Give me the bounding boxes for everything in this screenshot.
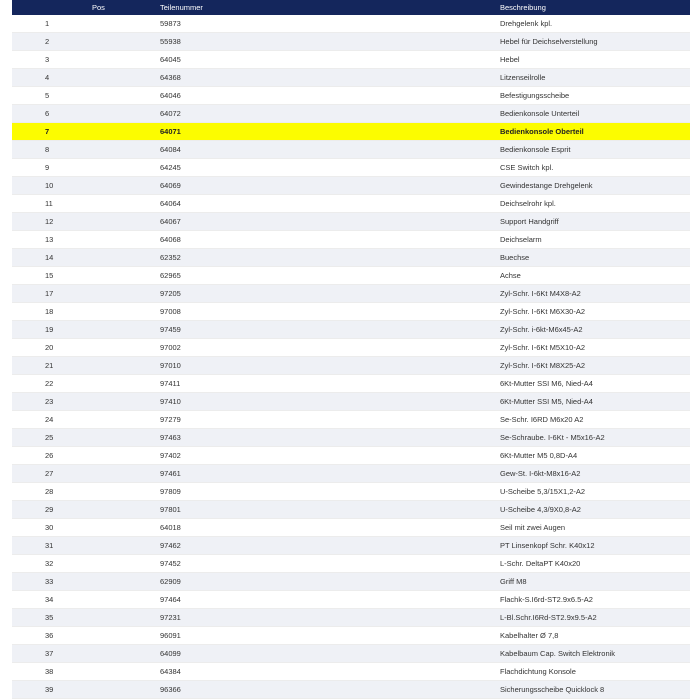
cell-pos: 34 [12, 591, 160, 609]
cell-description: Kabelbaum Cap. Switch Elektronik [500, 645, 690, 663]
parts-table [12, 0, 690, 699]
table-row[interactable] [12, 627, 690, 645]
cell-pos: 20 [12, 339, 160, 357]
cell-description: Se-Schraube. I-6Kt - M5x16-A2 [500, 429, 690, 447]
cell-part-number: 64084 [160, 141, 500, 159]
table-row[interactable] [12, 555, 690, 573]
cell-description: Se-Schr. I6RD M6x20 A2 [500, 411, 690, 429]
cell-description: Gew-St. I-6kt-M8x16-A2 [500, 465, 690, 483]
cell-part-number: 64046 [160, 87, 500, 105]
header-pos[interactable]: Pos [12, 0, 160, 15]
cell-part-number: 97809 [160, 483, 500, 501]
cell-pos: 39 [12, 681, 160, 699]
cell-part-number: 64071 [160, 123, 500, 141]
cell-description: Zyl-Schr. I-6Kt M6X30-A2 [500, 303, 690, 321]
cell-part-number: 59873 [160, 15, 500, 33]
cell-description: Litzenseilrolle [500, 69, 690, 87]
table-body [12, 15, 690, 699]
cell-part-number: 64068 [160, 231, 500, 249]
cell-pos: 27 [12, 465, 160, 483]
table-row[interactable] [12, 339, 690, 357]
cell-pos: 25 [12, 429, 160, 447]
cell-part-number: 97410 [160, 393, 500, 411]
cell-part-number: 97462 [160, 537, 500, 555]
cell-pos: 10 [12, 177, 160, 195]
cell-part-number: 97010 [160, 357, 500, 375]
table-row[interactable] [12, 375, 690, 393]
table-row[interactable] [12, 537, 690, 555]
cell-pos: 9 [12, 159, 160, 177]
cell-description: Befestigungsscheibe [500, 87, 690, 105]
cell-description: Seil mit zwei Augen [500, 519, 690, 537]
cell-description: Griff M8 [500, 573, 690, 591]
cell-description: Hebel für Deichselverstellung [500, 33, 690, 51]
cell-part-number: 97205 [160, 285, 500, 303]
cell-pos: 38 [12, 663, 160, 681]
cell-part-number: 97402 [160, 447, 500, 465]
cell-description: Drehgelenk kpl. [500, 15, 690, 33]
cell-description: Sicherungsscheibe Quicklock 8 [500, 681, 690, 699]
cell-pos: 28 [12, 483, 160, 501]
cell-part-number: 55938 [160, 33, 500, 51]
cell-part-number: 97279 [160, 411, 500, 429]
cell-part-number: 96366 [160, 681, 500, 699]
cell-pos: 35 [12, 609, 160, 627]
cell-description: Zyl-Schr. i-6kt-M6x45-A2 [500, 321, 690, 339]
cell-pos: 21 [12, 357, 160, 375]
cell-part-number: 97461 [160, 465, 500, 483]
cell-description: Zyl-Schr. I-6Kt M5X10-A2 [500, 339, 690, 357]
table-row[interactable] [12, 231, 690, 249]
cell-description: Zyl-Schr. I-6Kt M8X25-A2 [500, 357, 690, 375]
cell-pos: 33 [12, 573, 160, 591]
table-row[interactable] [12, 249, 690, 267]
cell-part-number: 64069 [160, 177, 500, 195]
cell-description: PT Linsenkopf Schr. K40x12 [500, 537, 690, 555]
table-row[interactable] [12, 285, 690, 303]
cell-pos: 22 [12, 375, 160, 393]
cell-pos: 6 [12, 105, 160, 123]
table-row[interactable] [12, 447, 690, 465]
table-row[interactable] [12, 663, 690, 681]
table-row[interactable] [12, 483, 690, 501]
cell-description: L-Schr. DeltaPT K40x20 [500, 555, 690, 573]
table-row[interactable] [12, 681, 690, 699]
cell-part-number: 97452 [160, 555, 500, 573]
cell-part-number: 97464 [160, 591, 500, 609]
cell-part-number: 62352 [160, 249, 500, 267]
cell-part-number: 64064 [160, 195, 500, 213]
cell-part-number: 97008 [160, 303, 500, 321]
cell-pos: 26 [12, 447, 160, 465]
cell-pos: 12 [12, 213, 160, 231]
cell-pos: 8 [12, 141, 160, 159]
cell-description: Flachk-S.I6rd-ST2.9x6.5-A2 [500, 591, 690, 609]
cell-pos: 4 [12, 69, 160, 87]
cell-pos: 18 [12, 303, 160, 321]
cell-description: 6Kt-Mutter SSI M6, Nied-A4 [500, 375, 690, 393]
cell-description: U-Scheibe 5,3/15X1,2-A2 [500, 483, 690, 501]
table-row[interactable] [12, 141, 690, 159]
cell-part-number: 64072 [160, 105, 500, 123]
cell-pos: 30 [12, 519, 160, 537]
table-row[interactable] [12, 33, 690, 51]
cell-description: CSE Switch kpl. [500, 159, 690, 177]
table-row[interactable] [12, 429, 690, 447]
table-row[interactable] [12, 267, 690, 285]
table-row[interactable] [12, 87, 690, 105]
table-row[interactable] [12, 411, 690, 429]
cell-pos: 17 [12, 285, 160, 303]
cell-pos: 15 [12, 267, 160, 285]
cell-description: Support Handgriff [500, 213, 690, 231]
cell-part-number: 64099 [160, 645, 500, 663]
cell-pos: 11 [12, 195, 160, 213]
table-row[interactable] [12, 213, 690, 231]
cell-pos: 2 [12, 33, 160, 51]
parts-list [12, 0, 690, 699]
table-row[interactable] [12, 303, 690, 321]
cell-pos: 24 [12, 411, 160, 429]
cell-part-number: 64245 [160, 159, 500, 177]
table-row[interactable] [12, 591, 690, 609]
table-row[interactable] [12, 159, 690, 177]
cell-description: Deichselrohr kpl. [500, 195, 690, 213]
cell-part-number: 64067 [160, 213, 500, 231]
cell-description: Achse [500, 267, 690, 285]
table-row[interactable] [12, 357, 690, 375]
cell-description: Bedienkonsole Unterteil [500, 105, 690, 123]
cell-pos: 37 [12, 645, 160, 663]
cell-part-number: 97463 [160, 429, 500, 447]
cell-description: U-Scheibe 4,3/9X0,8-A2 [500, 501, 690, 519]
cell-description: Bedienkonsole Esprit [500, 141, 690, 159]
cell-description: Deichselarm [500, 231, 690, 249]
table-row[interactable] [12, 195, 690, 213]
table-row[interactable] [12, 465, 690, 483]
cell-part-number: 62909 [160, 573, 500, 591]
cell-part-number: 97801 [160, 501, 500, 519]
cell-description: Kabelhalter Ø 7,8 [500, 627, 690, 645]
table-row[interactable] [12, 321, 690, 339]
table-row[interactable] [12, 501, 690, 519]
cell-description: Flachdichtung Konsole [500, 663, 690, 681]
cell-pos: 36 [12, 627, 160, 645]
cell-pos: 23 [12, 393, 160, 411]
header-part-number[interactable]: Teilenummer [160, 0, 500, 15]
table-row[interactable] [12, 573, 690, 591]
cell-part-number: 62965 [160, 267, 500, 285]
table-row[interactable] [12, 393, 690, 411]
table-row[interactable] [12, 51, 690, 69]
cell-pos: 13 [12, 231, 160, 249]
table-row[interactable] [12, 519, 690, 537]
cell-description: 6Kt-Mutter SSI M5, Nied-A4 [500, 393, 690, 411]
cell-pos: 19 [12, 321, 160, 339]
cell-part-number: 97459 [160, 321, 500, 339]
cell-part-number: 64384 [160, 663, 500, 681]
cell-part-number: 97002 [160, 339, 500, 357]
cell-pos: 32 [12, 555, 160, 573]
cell-description: Buechse [500, 249, 690, 267]
table-row[interactable] [12, 105, 690, 123]
cell-pos: 5 [12, 87, 160, 105]
cell-pos: 1 [12, 15, 160, 33]
table-row[interactable] [12, 69, 690, 87]
cell-description: Zyl-Schr. I-6Kt M4X8-A2 [500, 285, 690, 303]
cell-part-number: 96091 [160, 627, 500, 645]
cell-description: Hebel [500, 51, 690, 69]
cell-part-number: 64045 [160, 51, 500, 69]
table-row[interactable] [12, 177, 690, 195]
table-row[interactable] [12, 123, 690, 141]
cell-pos: 14 [12, 249, 160, 267]
cell-part-number: 64018 [160, 519, 500, 537]
table-header-row [12, 0, 690, 15]
cell-pos: 31 [12, 537, 160, 555]
cell-description: Bedienkonsole Oberteil [500, 123, 690, 141]
table-row[interactable] [12, 645, 690, 663]
cell-description: Gewindestange Drehgelenk [500, 177, 690, 195]
header-description[interactable]: Beschreibung [500, 0, 690, 15]
table-row[interactable] [12, 15, 690, 33]
cell-part-number: 64368 [160, 69, 500, 87]
cell-pos: 29 [12, 501, 160, 519]
cell-pos: 3 [12, 51, 160, 69]
cell-description: 6Kt-Mutter M5 0,8D-A4 [500, 447, 690, 465]
table-row[interactable] [12, 609, 690, 627]
cell-pos: 7 [12, 123, 160, 141]
cell-part-number: 97411 [160, 375, 500, 393]
cell-description: L-Bl.Schr.I6Rd-ST2.9x9.5-A2 [500, 609, 690, 627]
cell-part-number: 97231 [160, 609, 500, 627]
